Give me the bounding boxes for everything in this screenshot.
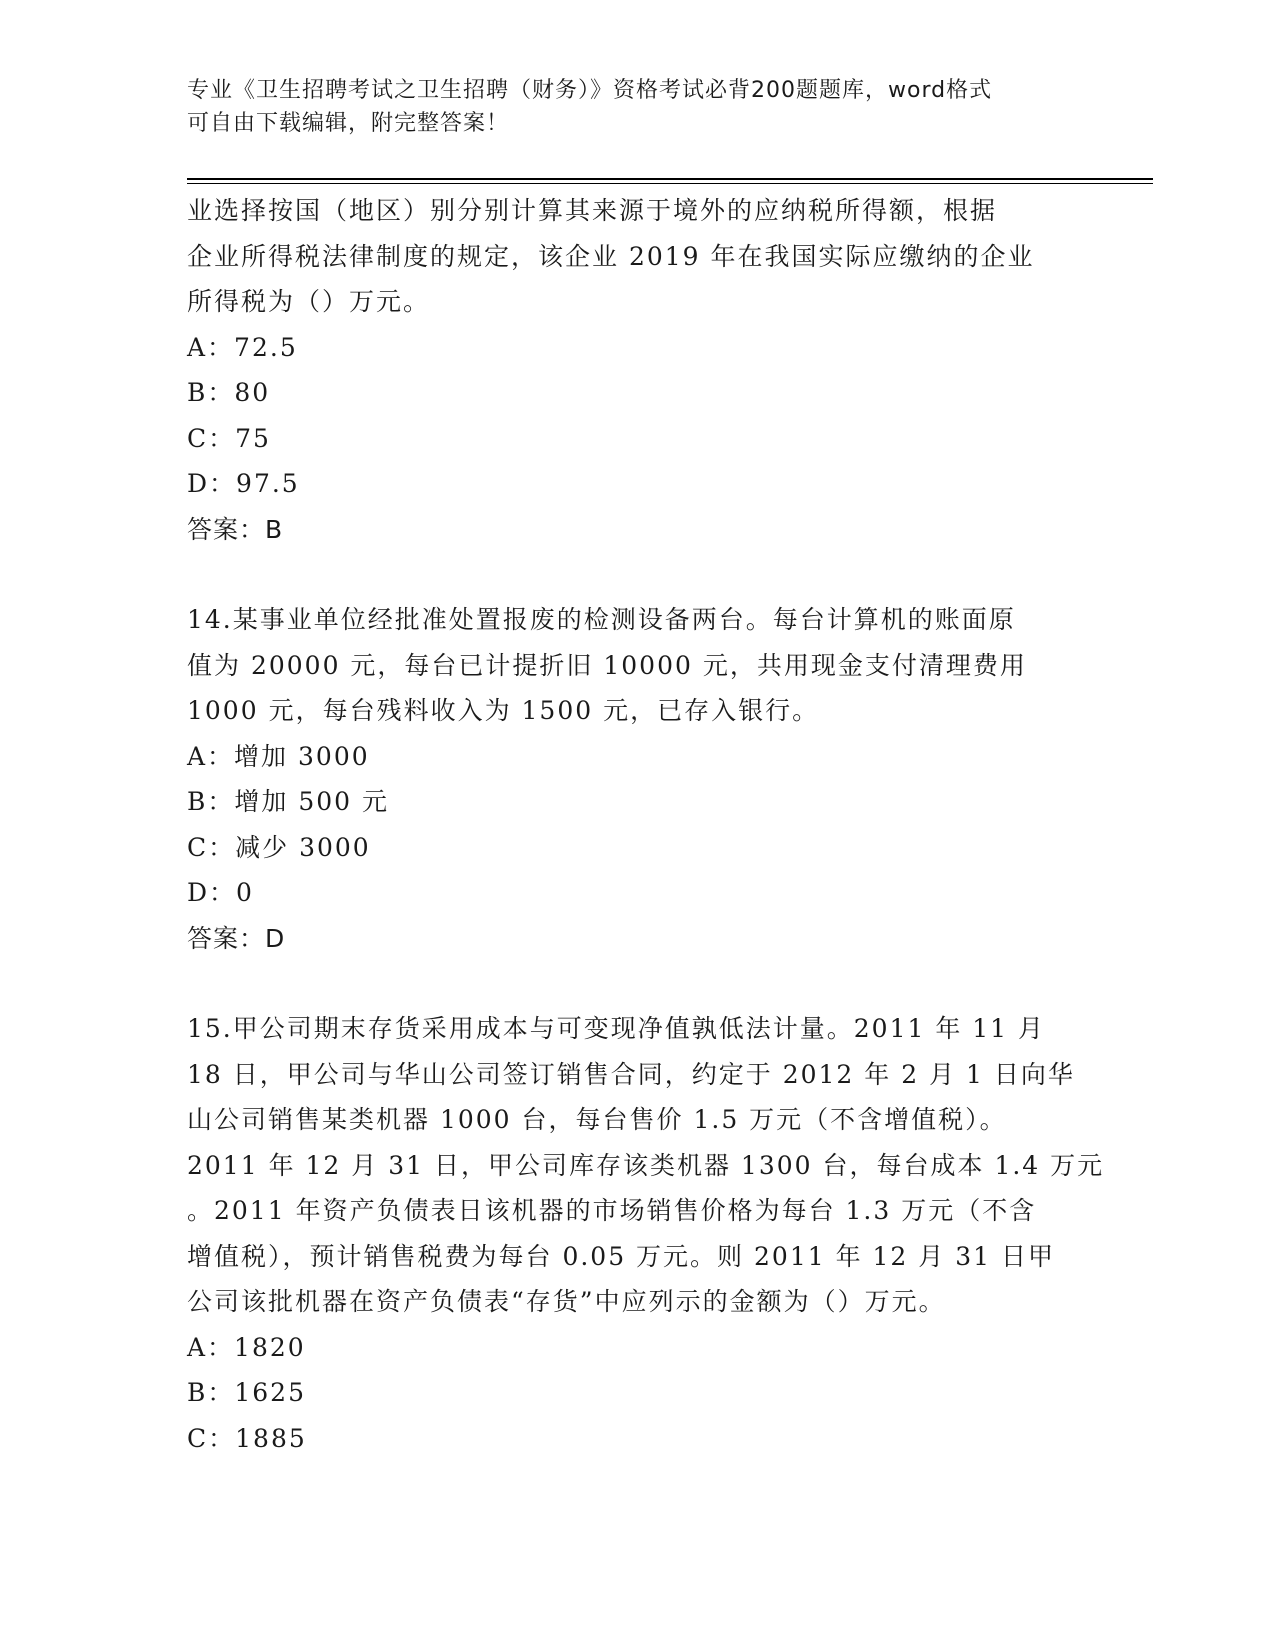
option-a: A：72.5 [187,332,298,362]
option-c: C：1885 [187,1423,307,1453]
question-text-line: 18 日，甲公司与华山公司签订销售合同，约定于 2012 年 2 月 1 日向华 [187,1059,1075,1089]
option-c: C：75 [187,423,271,453]
header-line-1: 专业《卫生招聘考试之卫生招聘（财务）》资格考试必背200题题库，word格式 [187,78,993,103]
question-text-line: 1000 元，每台残料收入为 1500 元，已存入银行。 [187,696,820,725]
question-13 [187,188,1087,552]
option-a: A：增加 3000 [187,741,370,771]
question-text-line: 14.某事业单位经批准处置报废的检测设备两台。每台计算机的账面原 [187,605,1016,634]
question-text-line: 企业所得税法律制度的规定，该企业 2019 年在我国实际应缴纳的企业 [187,241,1035,271]
option-b: B：80 [187,378,271,407]
question-spacer [187,961,1087,1006]
header-divider-thin [187,183,1153,184]
question-15 [187,1006,1105,1461]
header-line-2: 可自由下载编辑，附完整答案！ [187,111,510,136]
question-text-line: 业选择按国（地区）别分别计算其来源于境外的应纳税所得额，根据 [187,196,998,225]
option-a: A：1820 [187,1332,306,1362]
option-b: B：1625 [187,1378,306,1407]
question-14 [187,597,1087,961]
option-d: D：97.5 [187,469,300,498]
question-content [187,188,1105,1461]
question-text-line: 2011 年 12 月 31 日，甲公司库存该类机器 1300 台，每台成本 1.4 万元 [187,1150,1105,1180]
question-text-line: 山公司销售某类机器 1000 台，每台售价 1.5 万元（不含增值税）。 [187,1105,1007,1134]
document-header [187,74,1077,140]
header-divider-thick [187,178,1153,180]
question-spacer [187,552,1087,597]
question-text-line: 增值税），预计销售税费为每台 0.05 万元。则 2011 年 12 月 31 日甲 [187,1241,1055,1271]
answer-line: 答案：B [187,514,284,544]
option-c: C：减少 3000 [187,832,371,862]
answer-line: 答案：D [187,923,286,953]
question-text-line: 值为 20000 元，每台已计提折旧 10000 元，共用现金支付清理费用 [187,650,1027,680]
option-d: D：0 [187,878,254,907]
option-b: B：增加 500 元 [187,787,389,816]
question-text-line: 所得税为（）万元。 [187,287,431,316]
question-text-line: 。2011 年资产负债表日该机器的市场销售价格为每台 1.3 万元（不含 [187,1196,1037,1225]
question-text-line: 15.甲公司期末存货采用成本与可变现净值孰低法计量。2011 年 11 月 [187,1014,1046,1043]
question-text-line: 公司该批机器在资产负债表“存货”中应列示的金额为（）万元。 [187,1287,946,1316]
